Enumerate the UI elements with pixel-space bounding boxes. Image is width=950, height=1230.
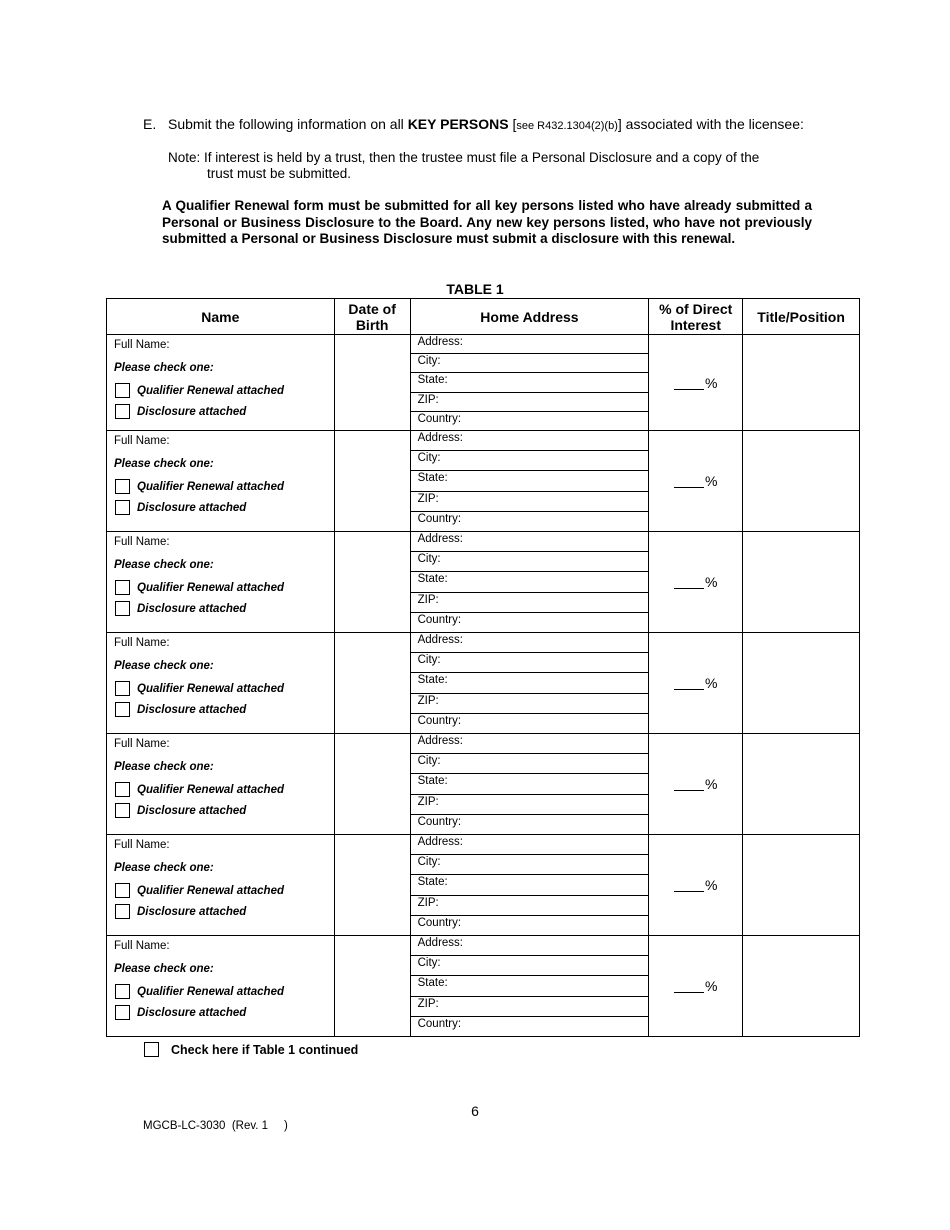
- zip-field[interactable]: [411, 492, 649, 512]
- qualifier-renewal-option[interactable]: [115, 383, 284, 398]
- state-field[interactable]: [411, 976, 649, 996]
- zip-label: ZIP:: [417, 593, 439, 606]
- country-field[interactable]: [411, 613, 649, 632]
- header-title-position: Title/Position: [743, 299, 860, 334]
- state-label: State:: [417, 573, 448, 586]
- check-one-label: Please check one:: [114, 660, 214, 672]
- disclosure-checkbox[interactable]: [115, 904, 130, 919]
- state-label: State:: [417, 977, 448, 990]
- qualifier-renewal-option[interactable]: [115, 984, 284, 999]
- percent-sign: %: [704, 877, 718, 893]
- dob-cell[interactable]: [335, 431, 411, 531]
- full-name-label: Full Name:: [114, 738, 170, 750]
- direct-interest-cell[interactable]: [649, 335, 743, 430]
- check-one-label: Please check one:: [114, 761, 214, 773]
- disclosure-checkbox[interactable]: [115, 500, 130, 515]
- disclosure-option[interactable]: [115, 1005, 246, 1020]
- table-header-row: [107, 299, 860, 335]
- state-label: State:: [417, 674, 448, 687]
- direct-interest-cell[interactable]: [649, 734, 743, 834]
- state-field[interactable]: [411, 471, 649, 491]
- qualifier-renewal-label: Qualifier Renewal attached: [137, 985, 284, 998]
- dob-cell[interactable]: [335, 734, 411, 834]
- direct-interest-cell[interactable]: [649, 633, 743, 733]
- country-label: Country:: [417, 412, 462, 425]
- check-one-label: Please check one:: [114, 362, 214, 374]
- disclosure-option[interactable]: [115, 702, 246, 717]
- state-field[interactable]: [411, 572, 649, 592]
- key-persons-label: KEY PERSONS: [407, 116, 509, 132]
- disclosure-label: Disclosure attached: [137, 804, 247, 817]
- table-row: [107, 734, 860, 835]
- state-label: State:: [417, 374, 448, 387]
- continued-label: Check here if Table 1 continued: [171, 1042, 359, 1057]
- address-field[interactable]: [411, 835, 649, 855]
- title-position-cell[interactable]: [743, 936, 860, 1036]
- zip-label: ZIP:: [417, 896, 439, 909]
- percent-sign: %: [704, 574, 718, 590]
- disclosure-label: Disclosure attached: [137, 501, 247, 514]
- percent-blank[interactable]: [674, 878, 704, 892]
- city-label: City:: [417, 957, 441, 970]
- key-persons-table: [106, 298, 860, 1037]
- qualifier-renewal-option[interactable]: [115, 681, 284, 696]
- disclosure-checkbox[interactable]: [115, 803, 130, 818]
- qualifier-renewal-label: Qualifier Renewal attached: [137, 884, 284, 897]
- qualifier-renewal-checkbox[interactable]: [115, 580, 130, 595]
- address-label: Address:: [417, 533, 463, 545]
- title-position-cell[interactable]: [743, 335, 860, 430]
- name-cell[interactable]: [107, 835, 335, 935]
- disclosure-option[interactable]: [115, 404, 246, 419]
- instruction-text: Submit the following information on all: [168, 116, 408, 132]
- note-line-1: Note: If interest is held by a trust, then the trustee must file a Personal Disclosure and a copy of the: [168, 150, 760, 165]
- direct-interest-cell[interactable]: [649, 936, 743, 1036]
- zip-label: ZIP:: [417, 393, 439, 406]
- page-number: 6: [471, 1103, 479, 1119]
- city-label: City:: [417, 452, 441, 465]
- home-address-cell: [411, 532, 650, 632]
- qualifier-renewal-label: Qualifier Renewal attached: [137, 480, 284, 493]
- table-row: [107, 633, 860, 734]
- title-position-cell[interactable]: [743, 633, 860, 733]
- home-address-cell: [411, 431, 650, 531]
- city-field[interactable]: [411, 552, 649, 572]
- country-label: Country:: [417, 613, 462, 626]
- home-address-cell: [411, 734, 650, 834]
- name-cell[interactable]: [107, 633, 335, 733]
- full-name-label: Full Name:: [114, 339, 170, 351]
- disclosure-option[interactable]: [115, 601, 246, 616]
- qualifier-renewal-checkbox[interactable]: [115, 479, 130, 494]
- country-label: Country:: [417, 512, 462, 525]
- percent-blank[interactable]: [674, 777, 704, 791]
- instruction-text-end: associated with the licensee:: [621, 116, 804, 132]
- qualifier-renewal-paragraph: A Qualifier Renewal form must be submitted for all key persons listed who have already submitted a Personal or Business Disclosure to the Board. Any new key persons listed, who have not previously submitted a Personal or Business Disclosure must submit a disclosure with this renewal.: [162, 198, 812, 246]
- disclosure-checkbox[interactable]: [115, 404, 130, 419]
- percent-sign: %: [704, 675, 718, 691]
- name-cell[interactable]: [107, 532, 335, 632]
- header-home-address: Home Address: [411, 299, 650, 334]
- country-label: Country:: [417, 1017, 462, 1030]
- note-line-2: trust must be submitted.: [207, 166, 352, 181]
- disclosure-label: Disclosure attached: [137, 405, 247, 418]
- header-name: Name: [107, 299, 335, 334]
- zip-field[interactable]: [411, 896, 649, 916]
- dob-cell[interactable]: [335, 335, 411, 430]
- address-field[interactable]: [411, 734, 649, 754]
- direct-interest-cell[interactable]: [649, 431, 743, 531]
- state-label: State:: [417, 876, 448, 889]
- city-label: City:: [417, 553, 441, 566]
- percent-sign: %: [704, 374, 718, 391]
- disclosure-label: Disclosure attached: [137, 602, 247, 615]
- address-label: Address:: [417, 937, 463, 949]
- qualifier-renewal-label: Qualifier Renewal attached: [137, 581, 284, 594]
- country-field[interactable]: [411, 916, 649, 935]
- continued-checkbox[interactable]: [144, 1042, 159, 1057]
- zip-field[interactable]: [411, 593, 649, 613]
- disclosure-checkbox[interactable]: [115, 1005, 130, 1020]
- qualifier-renewal-option[interactable]: [115, 782, 284, 797]
- qualifier-renewal-option[interactable]: [115, 580, 284, 595]
- address-field[interactable]: [411, 936, 649, 956]
- table-row: [107, 835, 860, 936]
- state-field[interactable]: [411, 373, 649, 392]
- state-field[interactable]: [411, 673, 649, 693]
- country-label: Country:: [417, 916, 462, 929]
- state-field[interactable]: [411, 774, 649, 794]
- trust-note: [168, 150, 808, 182]
- disclosure-option[interactable]: [115, 500, 246, 515]
- title-position-cell[interactable]: [743, 532, 860, 632]
- zip-label: ZIP:: [417, 694, 439, 707]
- disclosure-option[interactable]: [115, 803, 246, 818]
- address-label: Address:: [417, 735, 463, 747]
- country-field[interactable]: [411, 815, 649, 834]
- country-label: Country:: [417, 714, 462, 727]
- full-name-label: Full Name:: [114, 435, 170, 447]
- qualifier-renewal-label: Qualifier Renewal attached: [137, 384, 284, 397]
- city-label: City:: [417, 755, 441, 768]
- zip-field[interactable]: [411, 997, 649, 1017]
- city-field[interactable]: [411, 451, 649, 471]
- rule-reference: see R432.1304(2)(b): [516, 120, 618, 132]
- country-field[interactable]: [411, 512, 649, 531]
- country-label: Country:: [417, 815, 462, 828]
- home-address-cell: [411, 633, 650, 733]
- state-label: State:: [417, 472, 448, 485]
- percent-blank[interactable]: [674, 979, 704, 993]
- table-row: [107, 335, 860, 431]
- address-label: Address:: [417, 432, 463, 444]
- qualifier-renewal-option[interactable]: [115, 479, 284, 494]
- table-title: TABLE 1: [446, 281, 504, 297]
- percent-sign: %: [704, 978, 718, 994]
- country-field[interactable]: [411, 1017, 649, 1036]
- title-position-cell[interactable]: [743, 835, 860, 935]
- percent-sign: %: [704, 473, 718, 489]
- percent-blank[interactable]: [674, 676, 704, 690]
- zip-field[interactable]: [411, 694, 649, 714]
- city-field[interactable]: [411, 956, 649, 976]
- full-name-label: Full Name:: [114, 839, 170, 851]
- home-address-cell: [411, 835, 650, 935]
- state-field[interactable]: [411, 875, 649, 895]
- check-one-label: Please check one:: [114, 963, 214, 975]
- title-position-cell[interactable]: [743, 431, 860, 531]
- bracket-open: [: [508, 116, 517, 132]
- city-field[interactable]: [411, 855, 649, 875]
- form-id: MGCB-LC-3030 (Rev. 1 ): [143, 1120, 288, 1132]
- title-position-cell[interactable]: [743, 734, 860, 834]
- name-cell[interactable]: [107, 335, 335, 430]
- header-direct-interest: % of Direct Interest: [649, 299, 743, 334]
- country-field[interactable]: [411, 412, 649, 430]
- home-address-cell: [411, 936, 650, 1036]
- qualifier-renewal-option[interactable]: [115, 883, 284, 898]
- table-row: [107, 431, 860, 532]
- city-field[interactable]: [411, 754, 649, 774]
- header-dob: Date of Birth: [335, 299, 411, 334]
- dob-cell[interactable]: [335, 835, 411, 935]
- full-name-label: Full Name:: [114, 637, 170, 649]
- percent-sign: %: [704, 776, 718, 792]
- full-name-label: Full Name:: [114, 940, 170, 952]
- home-address-cell: [411, 335, 650, 430]
- qualifier-renewal-checkbox[interactable]: [115, 383, 130, 398]
- disclosure-label: Disclosure attached: [137, 905, 247, 918]
- address-field[interactable]: [411, 633, 649, 653]
- bracket-close: ]: [617, 116, 622, 132]
- city-label: City:: [417, 654, 441, 667]
- disclosure-label: Disclosure attached: [137, 1006, 247, 1019]
- zip-label: ZIP:: [417, 795, 439, 808]
- section-letter: E.: [143, 116, 157, 132]
- city-field[interactable]: [411, 354, 649, 373]
- disclosure-checkbox[interactable]: [115, 702, 130, 717]
- zip-label: ZIP:: [417, 492, 439, 505]
- city-label: City:: [417, 355, 441, 368]
- section-e-instruction: [143, 116, 804, 132]
- zip-field[interactable]: [411, 795, 649, 815]
- address-field[interactable]: [411, 335, 649, 354]
- address-field[interactable]: [411, 532, 649, 552]
- address-field[interactable]: [411, 431, 649, 451]
- percent-blank[interactable]: [674, 575, 704, 589]
- check-one-label: Please check one:: [114, 862, 214, 874]
- qualifier-renewal-checkbox[interactable]: [115, 984, 130, 999]
- direct-interest-cell[interactable]: [649, 835, 743, 935]
- disclosure-checkbox[interactable]: [115, 601, 130, 616]
- qualifier-renewal-label: Qualifier Renewal attached: [137, 783, 284, 796]
- name-cell[interactable]: [107, 734, 335, 834]
- table-body: [107, 335, 860, 1037]
- dob-cell[interactable]: [335, 633, 411, 733]
- city-label: City:: [417, 856, 441, 869]
- table-row: [107, 532, 860, 633]
- zip-label: ZIP:: [417, 997, 439, 1010]
- check-one-label: Please check one:: [114, 559, 214, 571]
- zip-field[interactable]: [411, 393, 649, 412]
- dob-cell[interactable]: [335, 532, 411, 632]
- qualifier-renewal-checkbox[interactable]: [115, 782, 130, 797]
- country-field[interactable]: [411, 714, 649, 733]
- dob-cell[interactable]: [335, 936, 411, 1036]
- address-label: Address:: [417, 836, 463, 848]
- disclosure-option[interactable]: [115, 904, 246, 919]
- city-field[interactable]: [411, 653, 649, 673]
- disclosure-label: Disclosure attached: [137, 703, 247, 716]
- direct-interest-cell[interactable]: [649, 532, 743, 632]
- qualifier-renewal-checkbox[interactable]: [115, 883, 130, 898]
- name-cell[interactable]: [107, 936, 335, 1036]
- name-cell[interactable]: [107, 431, 335, 531]
- address-label: Address:: [417, 336, 463, 348]
- percent-blank[interactable]: [674, 474, 704, 488]
- check-one-label: Please check one:: [114, 458, 214, 470]
- table-row: [107, 936, 860, 1037]
- table-continued-option[interactable]: [144, 1042, 358, 1057]
- address-label: Address:: [417, 634, 463, 646]
- full-name-label: Full Name:: [114, 536, 170, 548]
- percent-blank[interactable]: [674, 376, 704, 390]
- qualifier-renewal-label: Qualifier Renewal attached: [137, 682, 284, 695]
- qualifier-renewal-checkbox[interactable]: [115, 681, 130, 696]
- state-label: State:: [417, 775, 448, 788]
